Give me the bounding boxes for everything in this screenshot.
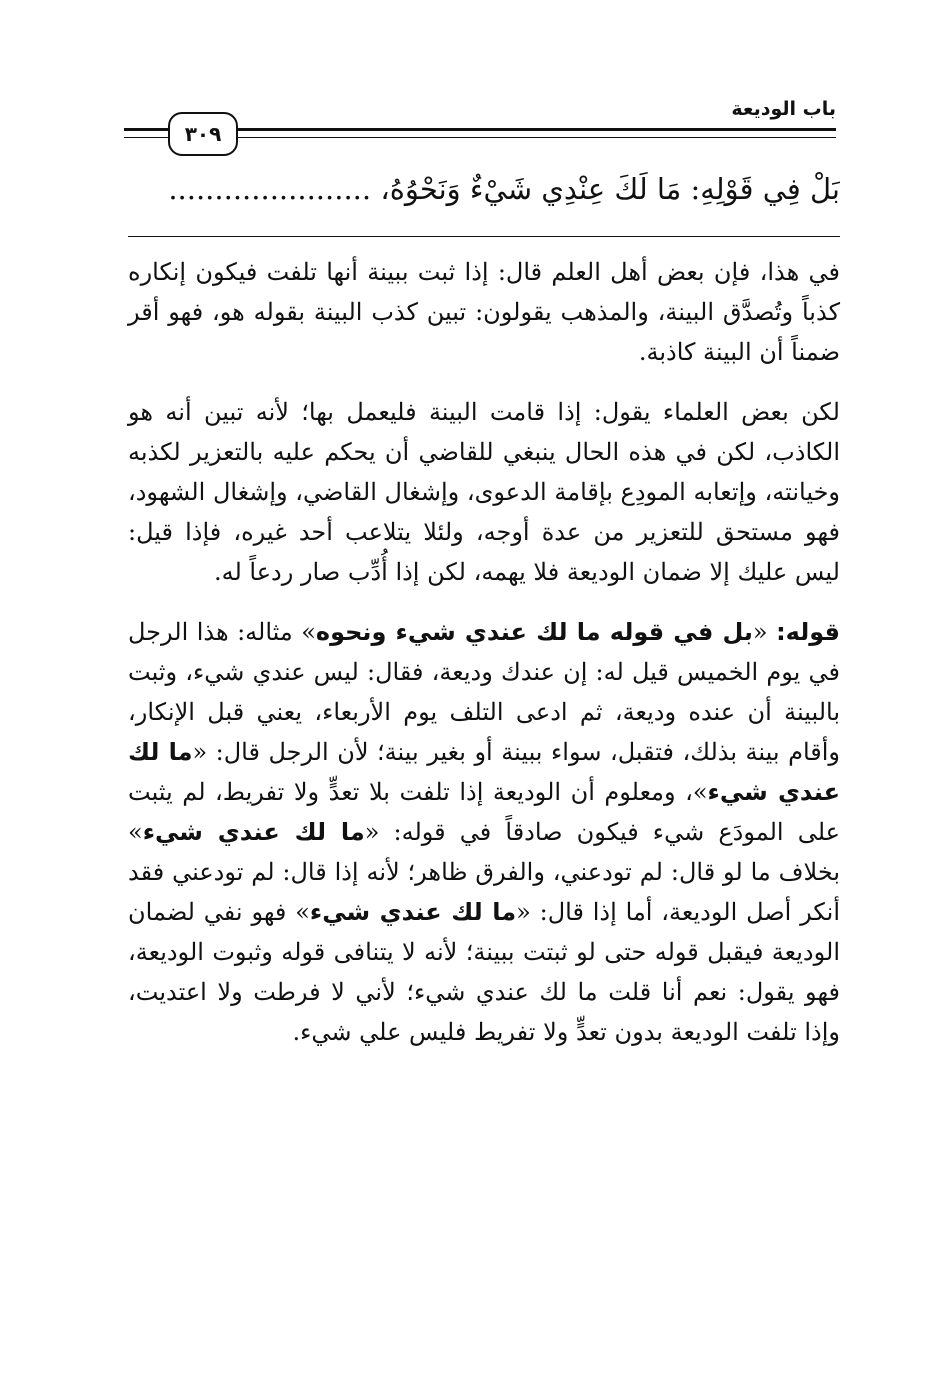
quote-lead-label: قوله: bbox=[776, 618, 841, 646]
paragraph-3 bbox=[128, 612, 840, 1052]
paragraph-3-text: » فهو نفي لضمان الوديعة فيقبل قوله حتى لو ثبتت ببينة؛ لأنه لا يتنافى قوله وثبوت الوديعة، فهو يقول: نعم أنا قلت ما لك عندي شيء؛ لأني لا فرطت ولا اعتديت، وإذا تلفت الوديعة بدون تعدٍّ ولا تفريط فليس علي شيء. bbox=[128, 898, 840, 1046]
paragraph-3-text: « bbox=[752, 618, 777, 646]
quoted-phrase: ما لك عندي شيء bbox=[142, 818, 365, 846]
running-title: باب الوديعة bbox=[731, 98, 836, 120]
matn-text: بَلْ فِي قَوْلِهِ: مَا لَكَ عِنْدِي شَيْءٌ وَنَحْوُهُ، ...................... bbox=[168, 172, 840, 206]
page-number: ٣٠٩ bbox=[168, 112, 238, 156]
paragraph-3-text: »، ومعلوم أن الوديعة إذا تلفت بلا تعدٍّ ولا تفريط، لم يثبت على المودَع شيء فيكون صادقاً في قوله: « bbox=[128, 778, 840, 846]
paragraph-2-text: لكن بعض العلماء يقول: إذا قامت البينة فليعمل بها؛ لأنه تبين أنه هو الكاذب، لكن في هذه الحال ينبغي للقاضي أن يحكم عليه بالتعزير لكذبه وخيانته، وإتعابه المودِع بإقامة الدعوى، وإشغال القاضي، وإشغال الشهود، فهو مستحق للتعزير من عدة أوجه، ولئلا يتلاعب أحد غيره، فإذا قيل: ليس عليك إلا ضمان الوديعة فلا يهمه، لكن إذا أُدِّب صار ردعاً له. bbox=[128, 398, 840, 586]
paragraph-3-text: » بخلاف ما لو قال: لم تودعني، والفرق ظاهر؛ لأنه إذا قال: لم تودعني فقد أنكر أصل الوديعة، أما إذا قال: « bbox=[128, 818, 841, 926]
quoted-phrase: ما لك عندي شيء bbox=[128, 738, 840, 806]
paragraph-2 bbox=[128, 392, 840, 592]
paragraph-1-text: في هذا، فإن بعض أهل العلم قال: إذا ثبت ببينة أنها تلفت فيكون إنكاره كذباً وتُصدَّق البينة، والمذهب يقولون: تبين كذب البينة بقوله هو، فهو أقر ضمناً أن البينة كاذبة. bbox=[128, 258, 840, 366]
matn-separator-rule bbox=[128, 236, 840, 237]
quoted-phrase: ما لك عندي شيء bbox=[309, 898, 517, 926]
paragraph-1 bbox=[128, 252, 840, 372]
quoted-matn: بل في قوله ما لك عندي شيء ونحوه bbox=[315, 618, 753, 646]
paragraph-3-text: » مثاله: هذا الرجل في يوم الخميس قيل له: إن عندك وديعة، فقال: ليس عندي شيء، وثبت بالبينة أن عنده وديعة، ثم ادعى التلف يوم الأربعاء، يعني قبل الإنكار، وأقام بينة بذلك، فتقبل، سواء ببينة أو بغير بينة؛ لأن الرجل قال: « bbox=[128, 618, 840, 766]
commentary-body bbox=[128, 252, 840, 1072]
